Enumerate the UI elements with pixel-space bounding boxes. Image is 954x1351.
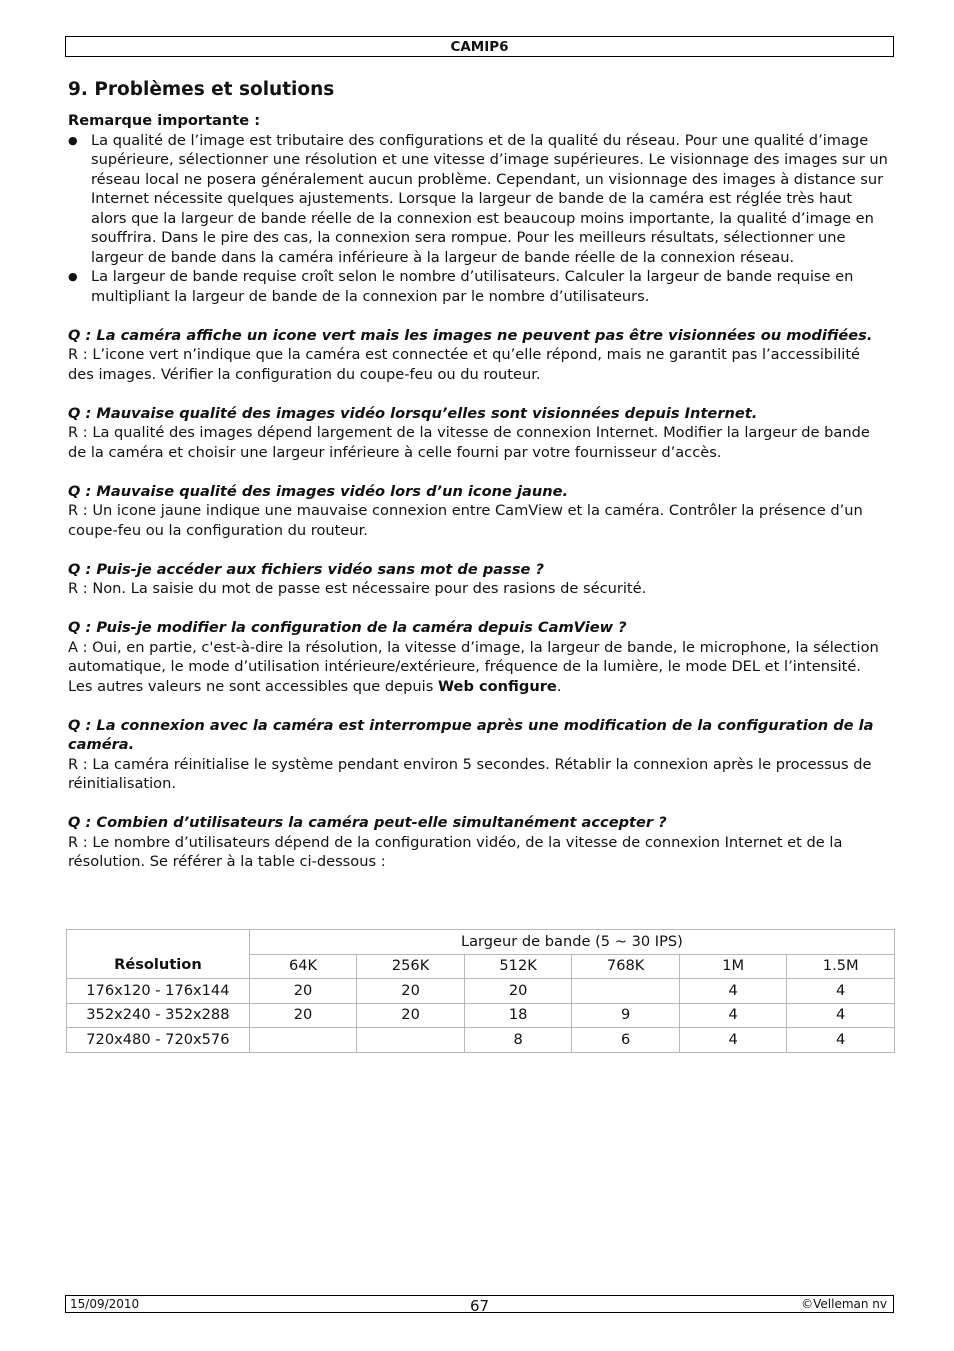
web-configure-term: Web configure (437, 677, 557, 695)
column-header: 1.5M (787, 954, 895, 979)
faq-question: Q : Combien d’utilisateurs la caméra peut-elle simultanément accepter ? (68, 814, 667, 831)
faq-question: Q : La connexion avec la caméra est interrompue après une modification de la configuration de la caméra. (68, 716, 874, 753)
faq-answer: R : Un icone jaune indique une mauvaise connexion entre CamView et la caméra. Contrôler la présence d’un coupe-feu ou la configuration du routeur. (68, 502, 863, 539)
faq-answer: R : Non. La saisie du mot de passe est nécessaire pour des rasions de sécurité. (68, 580, 647, 597)
table-cell (249, 1028, 357, 1053)
table-cell: 4 (787, 979, 895, 1004)
column-header: 64K (249, 954, 357, 979)
column-header: 256K (357, 954, 465, 979)
table-header-row (67, 930, 895, 955)
bullet-icon: ● (68, 133, 78, 147)
table-cell: 20 (464, 979, 572, 1004)
row-label: 352x240 - 352x288 (67, 1003, 250, 1028)
faq-question: Q : Mauvaise qualité des images vidéo lorsqu’elles sont visionnées depuis Internet. (68, 404, 758, 422)
table-cell: 4 (787, 1003, 895, 1028)
table-cell: 6 (572, 1028, 680, 1053)
faq-answer: R : La qualité des images dépend largement de la vitesse de connexion Internet. Modifier la largeur de bande de la caméra et choisir une largeur inférieure à celle fourni par votre fournisseur d’accès. (68, 424, 870, 461)
faq-item (68, 618, 890, 696)
table-cell: 18 (464, 1003, 572, 1028)
faq-item (68, 326, 890, 385)
column-header: 1M (679, 954, 787, 979)
table-cell: 9 (572, 1003, 680, 1028)
bandwidth-group-header: Largeur de bande (5 ~ 30 IPS) (249, 930, 894, 955)
model-name: CAMIP6 (450, 39, 509, 55)
table-cell: 8 (464, 1028, 572, 1053)
faq-answer: R : Le nombre d’utilisateurs dépend de la configuration vidéo, de la vitesse de connexion Internet et de la résolution. Se référer à la table ci-dessous : (68, 833, 843, 870)
faq-item (68, 560, 890, 599)
table-row (67, 1028, 895, 1053)
footer-copyright: ©Velleman nv (801, 1297, 887, 1311)
faq-answer: A : Oui, en partie, c'est-à-dire la résolution, la vitesse d’image, la largeur de bande, le microphone, la sélection automatique, le mode d’utilisation intérieure/extérieure, fréquence de la lumière, le mode DEL et l’intensité. Les autres valeurs ne sont accessibles que depuis Web configure. (68, 638, 879, 695)
table-cell: 4 (787, 1028, 895, 1053)
table-row (67, 979, 895, 1004)
list-item: ● La qualité de l’image est tributaire des configurations et de la qualité du réseau. Pour une qualité d’image supérieure, sélectionner une résolution et une vitesse d’image supérieures. Le visionnage des images sur un réseau local ne posera généralement aucun problème. Cependant, un visionnage des images à distance sur Internet nécessite quelques ajustements. Lorsque la largeur de bande de la caméra est réglée très haut alors que la largeur de bande réelle de la connexion est beaucoup moins importante, la qualité d’image en souffrira. Dans le pire des cas, la connexion sera rompue. Pour les meilleurs résultats, sélectionner une largeur de bande dans la caméra inférieure à la largeur de bande réelle de la connexion réseau. (68, 131, 888, 266)
table-cell: 4 (679, 1028, 787, 1053)
page-content (68, 78, 890, 872)
faq-question: Q : Puis-je modifier la configuration de la caméra depuis CamView ? (68, 619, 627, 636)
faq-item (68, 482, 890, 541)
note-bullets (68, 131, 890, 307)
bandwidth-table (66, 929, 895, 1053)
table-cell: 20 (249, 979, 357, 1004)
page-number: 67 (469, 1297, 490, 1315)
column-header: 512K (464, 954, 572, 979)
faq-question: Q : Puis-je accéder aux fichiers vidéo sans mot de passe ? (68, 560, 544, 578)
faq-item (68, 813, 890, 872)
table-cell: 20 (249, 1003, 357, 1028)
list-item: ● La largeur de bande requise croît selon le nombre d’utilisateurs. Calculer la largeur de bande requise en multipliant la largeur de bande de la connexion par le nombre d’utilisateurs. (68, 268, 854, 305)
row-label: 720x480 - 720x576 (67, 1028, 250, 1053)
footer-date: 15/09/2010 (70, 1297, 140, 1311)
faq-item (68, 404, 890, 463)
section-title: 9. Problèmes et solutions (68, 79, 335, 100)
faq-question: Q : La caméra affiche un icone vert mais les images ne peuvent pas être visionnées ou modifiées. (68, 326, 873, 344)
column-header: 768K (572, 954, 680, 979)
table-cell (572, 979, 680, 1004)
document-footer (65, 1295, 894, 1313)
table-cell: 20 (357, 1003, 465, 1028)
table-cell (357, 1028, 465, 1053)
faq-item (68, 716, 890, 794)
bullet-icon: ● (68, 270, 78, 283)
table-cell: 20 (357, 979, 465, 1004)
table-cell: 4 (679, 1003, 787, 1028)
document-header (65, 36, 894, 57)
faq-question: Q : Mauvaise qualité des images vidéo lors d’un icone jaune. (68, 482, 569, 500)
table-row (67, 1003, 895, 1028)
faq-answer: R : La caméra réinitialise le système pendant environ 5 secondes. Rétablir la connexion après le processus de réinitialisation. (68, 755, 872, 792)
note-title: Remarque importante : (68, 112, 261, 129)
row-label: 176x120 - 176x144 (67, 979, 250, 1004)
resolution-header: Résolution (67, 930, 250, 979)
faq-answer: R : L’icone vert n’indique que la caméra est connectée et qu’elle répond, mais ne garantit pas l’accessibilité des images. Vérifier la configuration du coupe-feu ou du routeur. (68, 346, 861, 383)
table-cell: 4 (679, 979, 787, 1004)
